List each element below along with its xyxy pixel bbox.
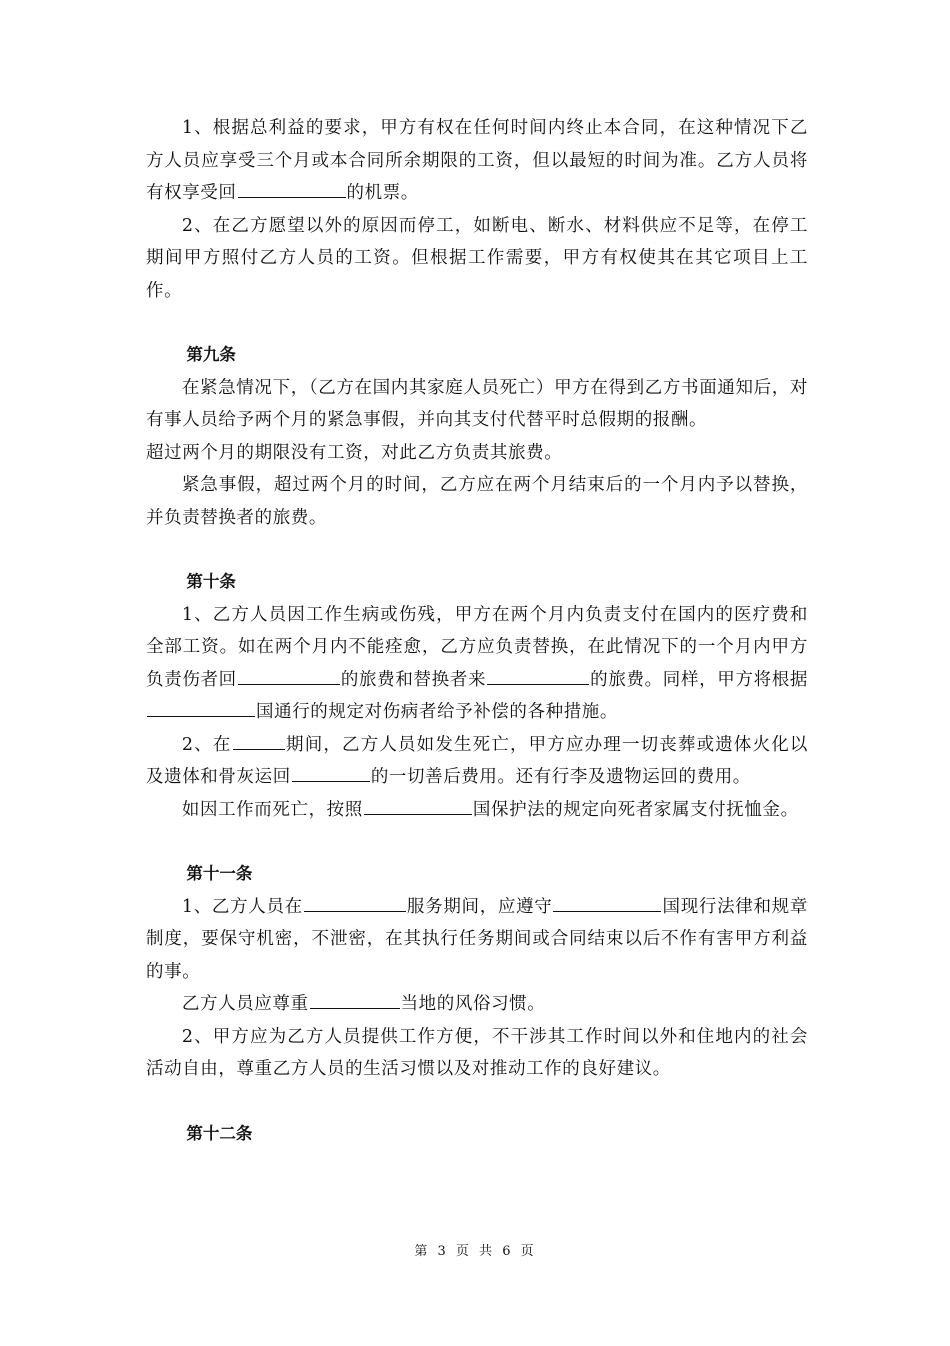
- fill-in-blank[interactable]: [233, 732, 285, 750]
- paragraph: 2、在 期间，乙方人员如发生死亡，甲方应办理一切丧葬或遗体火化以及遗体和骨灰运回 的一切善后费用。还有行李及遗物运回的费用。: [146, 729, 808, 794]
- article-heading: 第十条: [186, 572, 236, 591]
- paragraph: 2、在乙方愿望以外的原因而停工，如断电、断水、材料供应不足等，在停工期间甲方照付乙方人员的工资。但根据工作需要，甲方有权使其在其它项目上工作。: [146, 215, 808, 301]
- paragraph: 1、根据总利益的要求，甲方有权在任何时间内终止本合同，在这种情况下乙方人员应享受三个月或本合同所余期限的工资，但以最短的时间为准。乙方人员将有权享受回 的机票。: [146, 118, 808, 203]
- fill-in-blank[interactable]: [238, 180, 346, 198]
- paragraph: 1、乙方人员在 服务期间，应遵守 国现行法律和规章制度，要保守机密，不泄密，在其执行任务期间或合同结束以后不作有害甲方利益的事。: [146, 891, 808, 989]
- fill-in-blank[interactable]: [553, 894, 661, 912]
- paragraph: 2、甲方应为乙方人员提供工作方便，不干涉其工作时间以外和住地内的社会活动自由，尊重乙方人员的生活习惯以及对推动工作的良好建议。: [146, 1026, 808, 1079]
- article-heading: 第十一条: [186, 864, 253, 883]
- paragraph: 紧急事假，超过两个月的时间，乙方应在两个月结束后的一个月内予以替换，并负责替换者的旅费。: [146, 475, 808, 528]
- fill-in-blank[interactable]: [364, 797, 472, 815]
- page-footer: 第 3 页 共 6 页: [414, 1244, 536, 1259]
- paragraph: 如因工作而死亡，按照 国保护法的规定向死者家属支付抚恤金。: [146, 794, 808, 827]
- paragraph: 乙方人员应尊重 当地的风俗习惯。: [146, 988, 808, 1021]
- fill-in-blank[interactable]: [238, 667, 340, 685]
- paragraph: 超过两个月的期限没有工资，对此乙方负责其旅费。: [146, 442, 563, 463]
- fill-in-blank[interactable]: [292, 764, 370, 782]
- article-heading: 第九条: [186, 345, 236, 364]
- fill-in-blank[interactable]: [487, 667, 589, 685]
- document-body: [146, 112, 808, 1150]
- paragraph: 1、乙方人员因工作生病或伤残，甲方在两个月内负责支付在国内的医疗费和全部工资。如在两个月内不能痊愈，乙方应负责替换，在此情况下的一个月内甲方负责伤者回 的旅费和替换者来 的旅费。同样，甲方将根据国通行的规定对伤病者给予补偿的各种措施。: [146, 604, 809, 722]
- article-heading: 第十二条: [186, 1123, 253, 1143]
- fill-in-blank[interactable]: [310, 991, 400, 1009]
- fill-in-blank[interactable]: [147, 699, 255, 717]
- fill-in-blank[interactable]: [304, 894, 406, 912]
- paragraph: 在紧急情况下，（乙方在国内其家庭人员死亡）甲方在得到乙方书面通知后，对有事人员给予两个月的紧急事假，并向其支付代替平时总假期的报酬。: [146, 377, 808, 430]
